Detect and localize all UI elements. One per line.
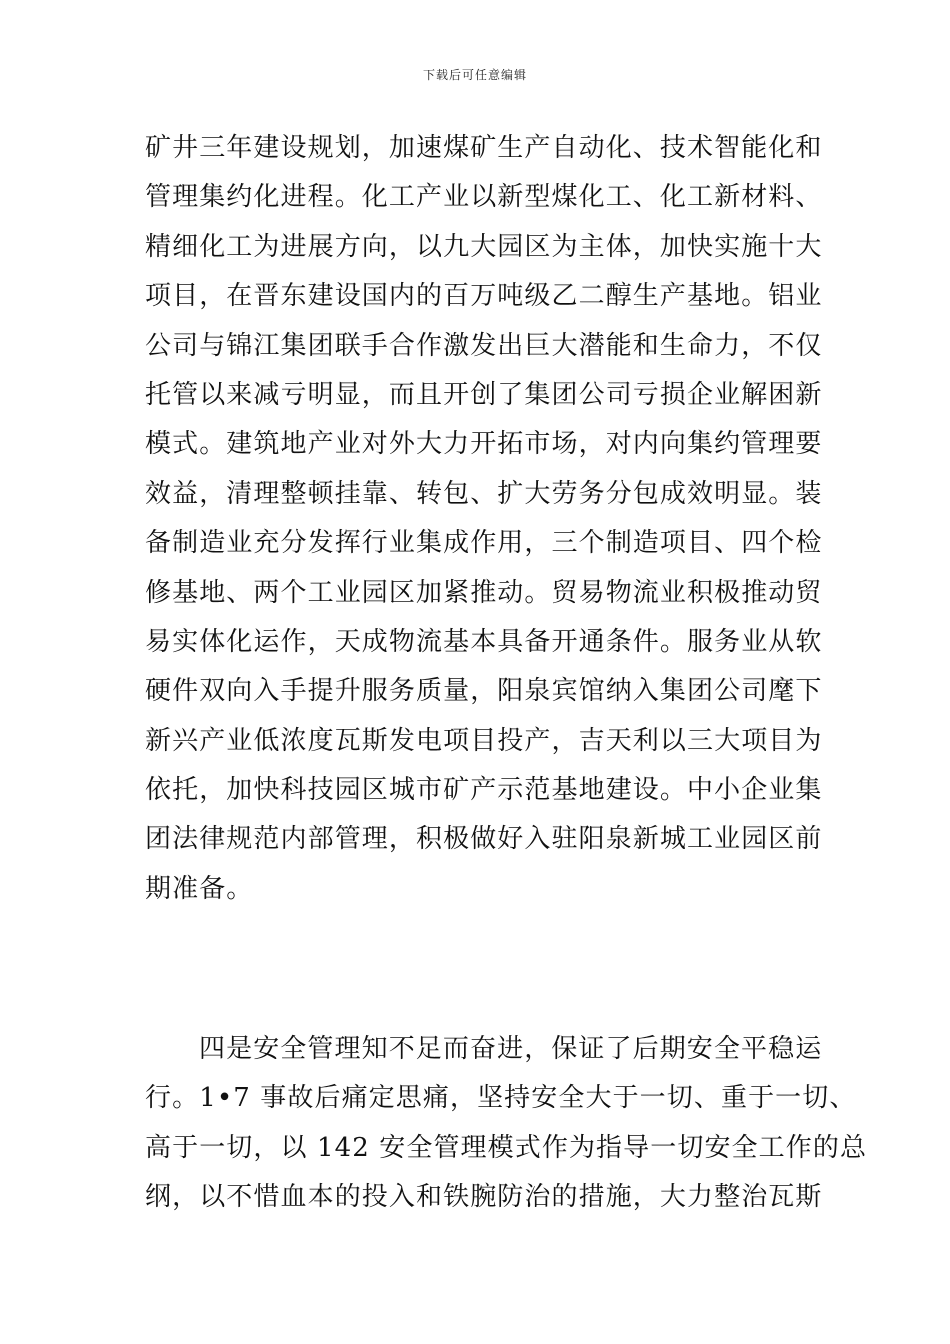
paragraph-2 (145, 1025, 868, 1223)
page-header: 下载后可任意编辑 (422, 68, 527, 82)
text-line: 模式。建筑地产业对外大力开拓市场，对内向集约管理要 (145, 429, 823, 460)
text-line: 期准备。 (145, 873, 254, 904)
paragraph-1 (145, 124, 823, 914)
text-line: 公司与锦江集团联手合作激发出巨大潜能和生命力，不仅 (145, 330, 823, 361)
text-line-indented: 四是安全管理知不足而奋进，保证了后期安全平稳运 (199, 1034, 823, 1064)
text-line: 矿井三年建设规划，加速煤矿生产自动化、技术智能化和 (145, 133, 823, 163)
text-line: 管理集约化进程。化工产业以新型煤化工、化工新材料、 (145, 182, 823, 213)
text-line: 纲，以不惜血本的投入和铁腕防治的措施，大力整治瓦斯 (145, 1182, 823, 1213)
text-line: 高于一切，以 142 安全管理模式作为指导一切安全工作的总 (145, 1132, 868, 1163)
text-line: 依托，加快科技园区城市矿产示范基地建设。中小企业集 (145, 775, 823, 806)
text-line: 行。1•7 事故后痛定思痛，坚持安全大于一切、重于一切、 (145, 1083, 857, 1114)
text-line: 新兴产业低浓度瓦斯发电项目投产，吉天利以三大项目为 (145, 725, 823, 756)
text-line: 硬件双向入手提升服务质量，阳泉宾馆纳入集团公司麾下 (145, 676, 823, 707)
text-line: 修基地、两个工业园区加紧推动。贸易物流业积极推动贸 (145, 577, 823, 608)
text-line: 精细化工为进展方向，以九大园区为主体，加快实施十大 (145, 231, 823, 262)
text-line: 项目，在晋东建设国内的百万吨级乙二醇生产基地。铝业 (145, 281, 823, 312)
text-line: 易实体化运作，天成物流基本具备开通条件。服务业从软 (145, 626, 823, 657)
text-line: 备制造业充分发挥行业集成作用，三个制造项目、四个检 (145, 528, 823, 559)
text-line: 效益，清理整顿挂靠、转包、扩大劳务分包成效明显。装 (145, 478, 823, 509)
text-line: 托管以来减亏明显，而且开创了集团公司亏损企业解困新 (145, 379, 823, 410)
text-line: 团法律规范内部管理，积极做好入驻阳泉新城工业园区前 (145, 824, 823, 855)
